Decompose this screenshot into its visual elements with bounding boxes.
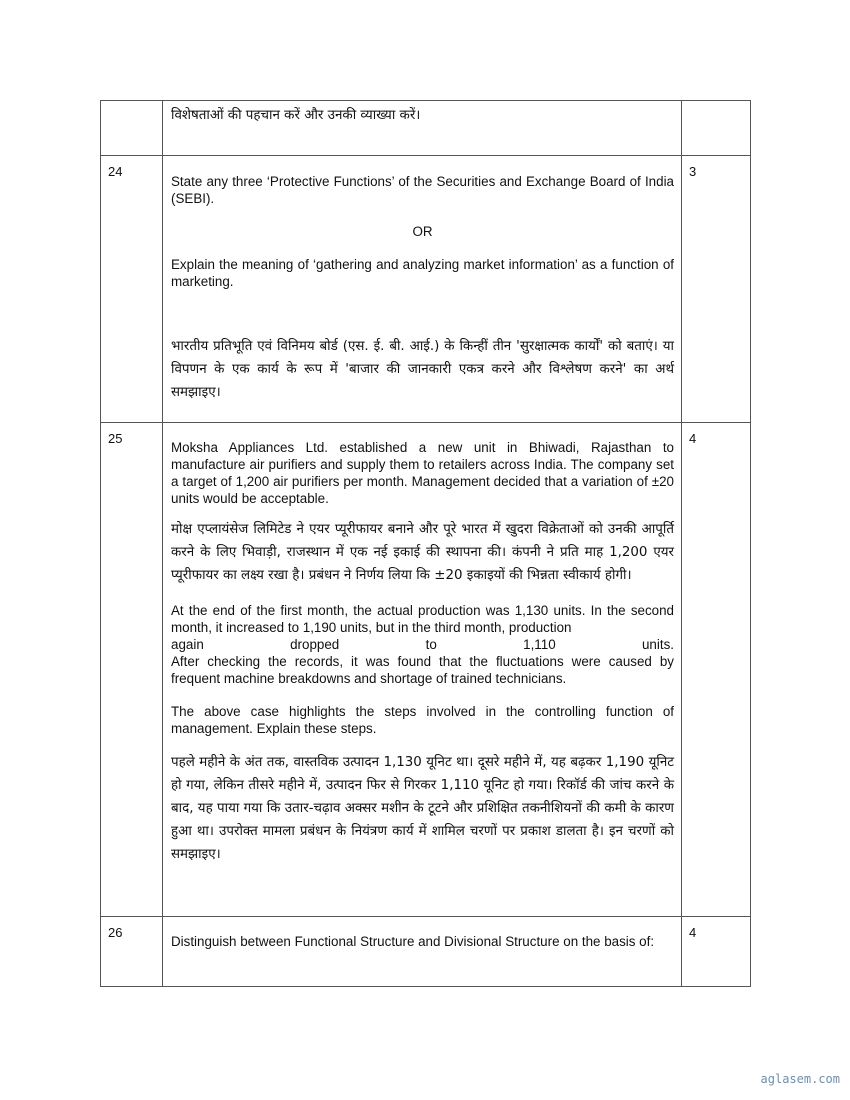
case-paragraph-hindi: मोक्ष एप्लायंसेज लिमिटेड ने एयर प्यूरीफायर बनाने और पूरे भारत में खुदरा विक्रेताओं को उनकी आपूर्ति करने के लिए भिवाड़ी, राजस्थान में एक नई इकाई की स्थापना की। कंपनी ने प्रति माह 1,200 एयर प्यूरीफायर का लक्ष्य रखा है। प्रबंधन ने निर्णय लिया कि ±20 इकाइयों की भिन्नता स्वीकार्य होगी।	[171, 522, 674, 583]
question-text	[163, 917, 682, 987]
table-row	[101, 423, 751, 917]
question-marks: 4	[682, 917, 751, 987]
question-25-hindi: पहले महीने के अंत तक, वास्तविक उत्पादन 1,130 यूनिट था। दूसरे महीने में, यह बढ़कर 1,190 यूनिट हो गया, लेकिन तीसरे महीने में, उत्पादन फिर से गिरकर 1,110 यूनिट हो गया। रिकॉर्ड की जांच करने के बाद, यह पाया गया कि उतार-चढ़ाव अक्सर मशीन के टूटने और प्रशिक्षित तकनीशियनों की कमी के कारण हुआ था। उपरोक्त मामला प्रबंधन के नियंत्रण कार्य में शामिल चरणों पर प्रकाश डालता है। इन चरणों को समझाइए।	[171, 755, 674, 862]
production-paragraph-english	[171, 602, 674, 687]
watermark: aglasem.com	[760, 1072, 840, 1086]
question-text	[163, 156, 682, 423]
or-separator: OR	[412, 224, 433, 239]
question-number: 25	[101, 423, 163, 917]
question-25-english: The above case highlights the steps involved in the controlling function of management. Explain these steps.	[171, 704, 674, 736]
question-24-hindi: भारतीय प्रतिभूति एवं विनिमय बोर्ड (एस. ई. बी. आई.) के किन्हीं तीन 'सुरक्षात्मक कार्यों' को बताएं। या विपणन के एक कार्य के रूप में 'बाजार की जानकारी एकत्र करने और विश्लेषण करने' का अर्थ समझाइए।	[171, 339, 674, 400]
hindi-continuation: विशेषताओं की पहचान करें और उनकी व्याख्या करें।	[171, 108, 421, 123]
question-24-english: State any three ‘Protective Functions’ of the Securities and Exchange Board of India (SEBI).	[171, 174, 674, 206]
question-24-alternative-english: Explain the meaning of ‘gathering and analyzing market information’ as a function of marketing.	[171, 257, 674, 289]
case-paragraph-english: Moksha Appliances Ltd. established a new unit in Bhiwadi, Rajasthan to manufacture air purifiers and supply them to retailers across India. The company set a target of 1,200 air purifiers per month. Management decided that a variation of ±20 units would be acceptable.	[171, 440, 674, 506]
question-marks: 3	[682, 156, 751, 423]
question-26-english: Distinguish between Functional Structure and Divisional Structure on the basis of:	[171, 934, 655, 949]
table-row	[101, 156, 751, 423]
question-number: 24	[101, 156, 163, 423]
question-number	[101, 101, 163, 156]
production-text-line: again dropped to 1,110 units.	[171, 637, 674, 652]
question-marks	[682, 101, 751, 156]
production-text-line: At the end of the first month, the actual production was 1,130 units. In the second month, it increased to 1,190 units, but in the third month, production	[171, 603, 674, 635]
question-text	[163, 423, 682, 917]
question-table	[100, 100, 751, 987]
table-row	[101, 917, 751, 987]
table-row	[101, 101, 751, 156]
question-marks: 4	[682, 423, 751, 917]
production-text-line: After checking the records, it was found that the fluctuations were caused by frequent machine breakdowns and shortage of trained technicians.	[171, 654, 674, 686]
question-text	[163, 101, 682, 156]
question-number: 26	[101, 917, 163, 987]
